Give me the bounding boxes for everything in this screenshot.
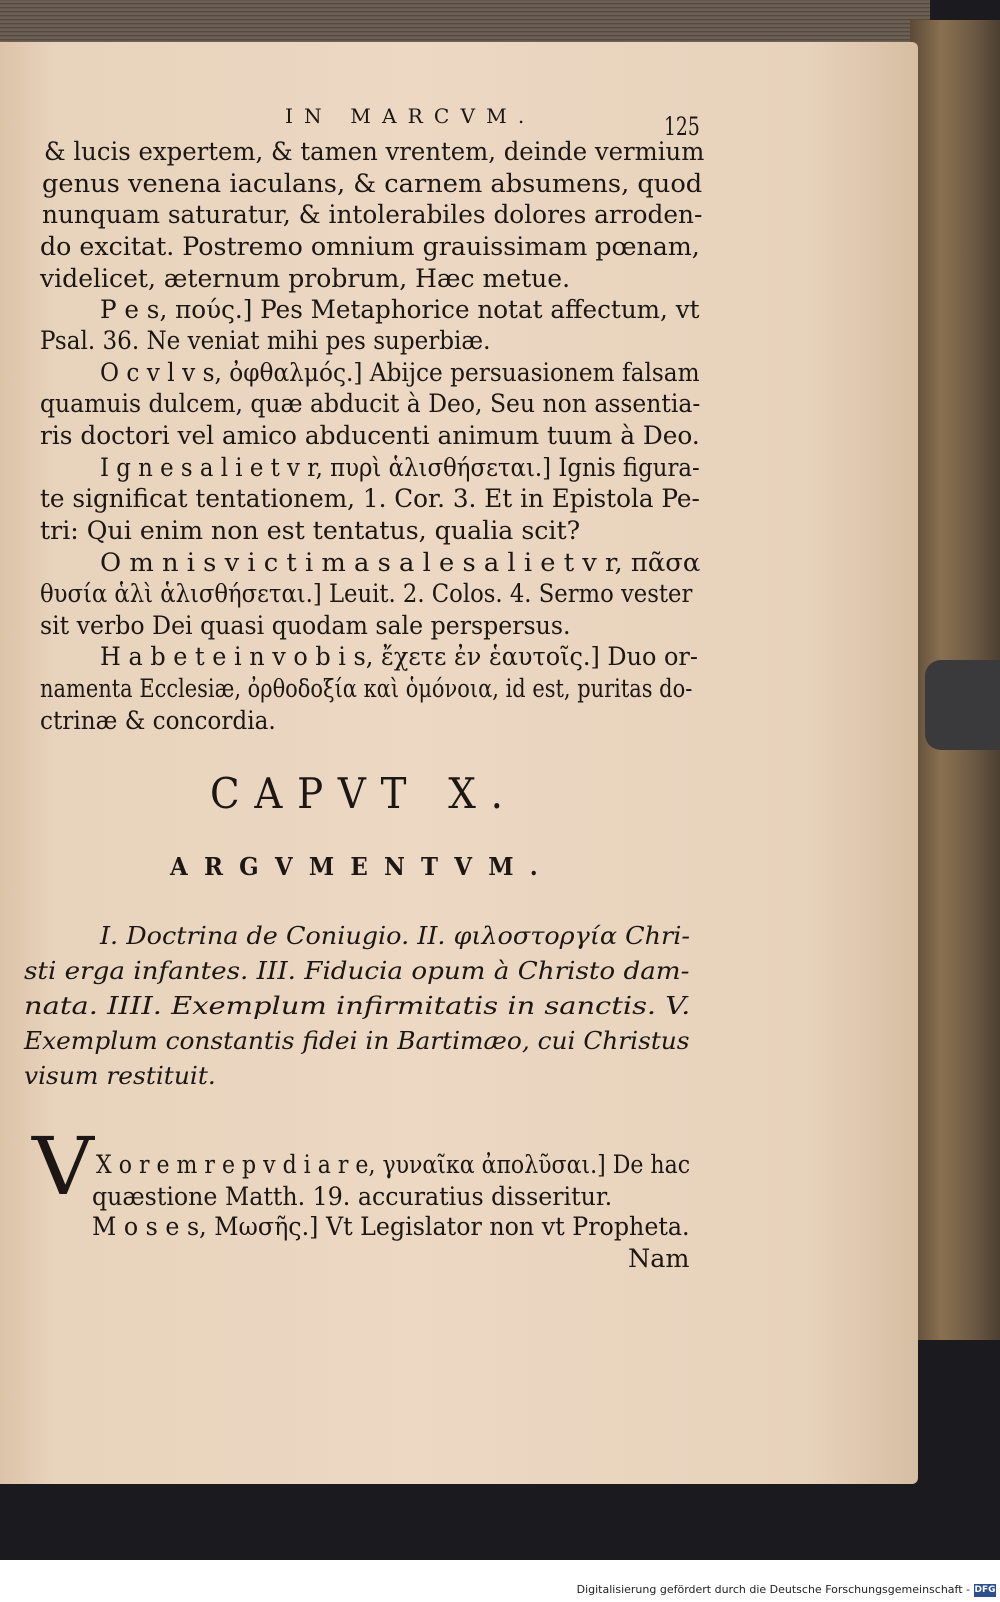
text-line: videlicet, æternum probrum, Hæc metue. [40, 264, 571, 293]
text-line: tri: Qui enim non est tentatus, qualia scit? [40, 516, 581, 545]
chapter-title: CAPVT X. [210, 769, 518, 818]
text-line: & lucis expertem, & tamen vrentem, deinde vermium [44, 137, 705, 166]
footer-bar [0, 1560, 1000, 1602]
argument-line: nata. IIII. Exemplum infirmitatis in sanctis. V. [24, 992, 691, 1020]
text-line: sit verbo Dei quasi quodam sale perspersus. [40, 611, 571, 640]
argument-line: Exemplum constantis fidei in Bartimæo, cui Christus [24, 1027, 690, 1055]
text-line: I g n e s a l i e t v r, πυρὶ ἁλισθήσεται.] Ignis figura- [100, 453, 700, 482]
argument-heading: ARGVMENTVM. [170, 852, 554, 881]
text-line: quæstione Matth. 19. accuratius disseritur. [92, 1182, 613, 1211]
argument-line: visum restituit. [24, 1062, 216, 1090]
text-line: do excitat. Postremo omnium grauissimam pœnam, [40, 232, 700, 261]
text-line: X o r e m r e p v d i a r e, γυναῖκα ἀπολῦσαι.] De hac [96, 1150, 691, 1179]
text-line: H a b e t e i n v o b i s, ἔχετε ἐν ἑαυτοῖς.] Duo or- [100, 642, 698, 671]
text-line: M o s e s, Μωσῆς.] Vt Legislator non vt Propheta. [92, 1212, 690, 1241]
text-line: genus venena iaculans, & carnem absumens, quod [42, 169, 703, 198]
text-line: Nam [628, 1244, 690, 1273]
book-page [0, 42, 918, 1484]
text-line: Psal. 36. Ne veniat mihi pes superbiæ. [40, 326, 491, 355]
page-number: 125 [664, 112, 700, 141]
text-line: ris doctori vel amico abducenti animum tuum à Deo. [40, 421, 700, 450]
text-line: O m n i s v i c t i m a s a l e s a l i e t v r, πᾶσα [100, 548, 701, 577]
book-clasp [925, 660, 1000, 750]
running-title: IN MARCVM. [285, 104, 536, 128]
text-line: te significat tentationem, 1. Cor. 3. Et in Epistola Pe- [40, 484, 700, 513]
text-line: ctrinæ & concordia. [40, 706, 276, 735]
argument-line: I. Doctrina de Coniugio. II. φιλοστοργία Chri- [100, 922, 690, 950]
text-line: O c v l v s, ὀφθαλμός.] Abijce persuasionem falsam [100, 358, 700, 387]
text-line: nunquam saturatur, & intolerabiles dolores arroden- [42, 200, 703, 229]
text-line: quamuis dulcem, quæ abducit à Deo, Seu non assentia- [40, 389, 701, 418]
drop-cap: V [32, 1120, 94, 1213]
text-line: θυσία ἁλὶ ἁλισθήσεται.] Leuit. 2. Colos. 4. Sermo vester [40, 579, 693, 608]
text-line: P e s, πούς.] Pes Metaphorice notat affectum, vt [100, 295, 700, 324]
dfg-logo: DFG [974, 1585, 996, 1595]
funding-credit: Digitalisierung gefördert durch die Deutsche Forschungsgemeinschaft - [576, 1583, 970, 1596]
argument-line: sti erga infantes. III. Fiducia opum à Christo dam- [24, 957, 690, 985]
text-line: namenta Ecclesiæ, ὀρθοδοξία καὶ ὁμόνοια, id est, puritas do- [40, 674, 693, 703]
